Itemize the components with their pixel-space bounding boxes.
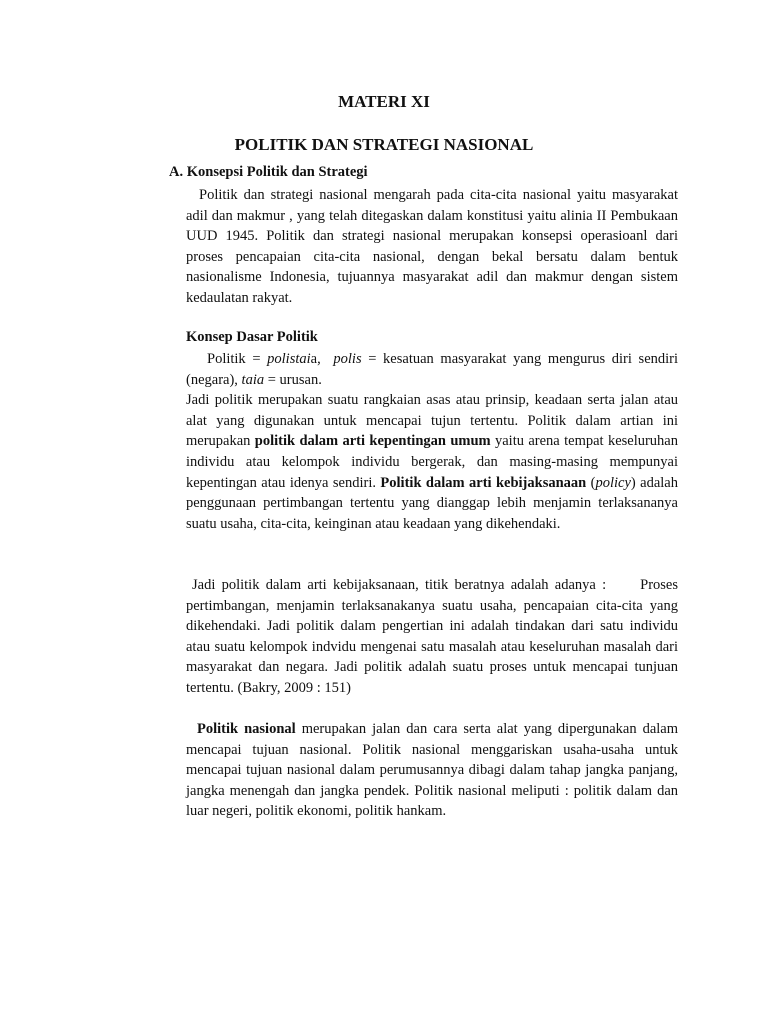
politik-nasional-paragraph: [186, 719, 678, 822]
konsep-text-3: ) adalah penggunaan pertimbangan tertentu yang dianggap lebih menjamin terlaksananya suatu usaha, cita-cita, keinginan atau keadaan yang dikehendaki.: [186, 474, 678, 532]
konsep-bold-1: politik dalam arti kepentingan umum: [254, 433, 491, 450]
kebijaksanaan-text: Proses pertimbangan, menjamin terlaksanakanya suatu usaha, pencapaian cita-cita yang dikehendaki. Jadi politik dalam pengertian ini adalah tindakan dari satu individu atau suatu kelompok indvidu mengenai satu masalah atau keseluruhan masalah dari masyarakat dan negara. Jadi politik adalah suatu proses untuk mencapai tunjuan tertentu. (Bakry, 2009 : 151): [186, 577, 678, 696]
politik-nasional-text: merupakan jalan dan cara serta alat yang dipergunakan dalam mencapai tujuan nasional. Politik nasional menggariskan usaha-usaha untuk mencapai tujuan nasional dalam perumusannya dibagi dalam tahap jangka panjang, jangka menengah dan jangka pendek. Politik nasional meliputi : politik dalam dan luar negeri, politik ekonomi, politik hankam.: [186, 721, 679, 820]
term-taia: taia: [241, 371, 265, 388]
term-polis-meaning: = kesatuan masyarakat yang mengurus diri sendiri (negara),: [186, 351, 679, 388]
document-title: MATERI XI: [338, 92, 430, 111]
term-policy: policy: [595, 474, 631, 491]
politik-nasional-term: Politik nasional: [197, 721, 296, 737]
term-taia-meaning: = urusan.: [264, 371, 322, 388]
konsep-paren-open: (: [586, 474, 596, 491]
konsep-bold-2: Politik dalam arti kebijaksanaan: [380, 474, 587, 491]
kebijaksanaan-paragraph: [186, 575, 678, 699]
definition-word: Politik =: [207, 351, 268, 367]
term-polistaia: polistai: [267, 351, 311, 367]
term-polistaia-suffix: a,: [310, 351, 328, 367]
konsep-text-2: yaitu arena tempat keseluruhan individu atau kelompok individu bergerak, dan masing-masing mempunyai kepentingan atau idenya sendiri.: [186, 433, 678, 491]
section-a-paragraph: [186, 185, 678, 309]
section-a-text: Politik dan strategi nasional mengarah pada cita-cita nasional yaitu masyarakat adil dan makmur , yang telah ditegaskan dalam konstitusi yaitu alinia II Pembukaan UUD 1945. Politik dan strategi nasional merupakan konsepsi operasioanl dari proses pencapaian cita-cita nasional, dengan bekal bersatu dalam bentuk nasionalisme Indonesia, tujuannya masyarakat adil dan makmur dengan sistem kedaulatan rakyat.: [186, 187, 678, 306]
konsep-text-1: Jadi politik merupakan suatu rangkaian asas atau prinsip, keadaan serta jalan atau alat yang digunakan untuk mencapai tujun tertentu. Politik dalam artian ini merupakan: [186, 392, 678, 450]
section-a-heading: A. Konsepsi Politik dan Strategi: [169, 164, 368, 180]
kebijaksanaan-lead: Jadi politik dalam arti kebijaksanaan, titik beratnya adalah adanya :: [192, 577, 607, 593]
document-subtitle: POLITIK DAN STRATEGI NASIONAL: [234, 135, 534, 154]
konsep-dasar-heading: Konsep Dasar Politik: [186, 329, 318, 345]
konsep-dasar-paragraph: [186, 349, 678, 534]
term-polis: polis: [333, 351, 362, 367]
